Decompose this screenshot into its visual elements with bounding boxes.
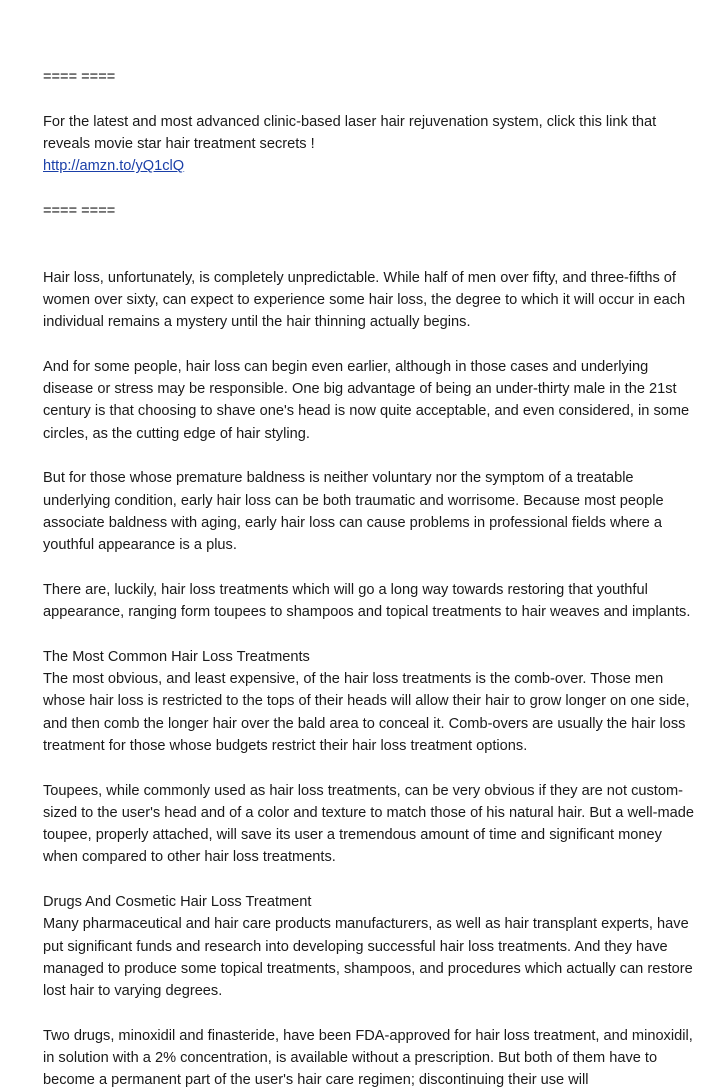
spacer bbox=[43, 334, 698, 356]
document-page bbox=[43, 66, 698, 1092]
spacer bbox=[43, 222, 698, 267]
spacer bbox=[43, 88, 698, 110]
footer-separator: ==== ==== bbox=[43, 202, 116, 219]
spacer bbox=[43, 177, 698, 199]
body-paragraph-1: Hair loss, unfortunately, is completely unpredictable. While half of men over fifty, and three-fifths of women over sixty, can expect to experience some hair loss, the degree to which it will occur in each individual remains a mystery until the hair thinning actually begins. bbox=[43, 269, 686, 331]
section-drugs-cosmetic bbox=[43, 891, 698, 1002]
spacer bbox=[43, 757, 698, 779]
section-common-treatments bbox=[43, 646, 698, 757]
promo-text: For the latest and most advanced clinic-based laser hair rejuvenation system, click this link that reveals movie star hair treatment secrets ! bbox=[43, 113, 657, 152]
section-heading: The Most Common Hair Loss Treatments bbox=[43, 648, 310, 665]
body-paragraph-4: There are, luckily, hair loss treatments which will go a long way towards restoring that youthful appearance, ranging form toupees to shampoos and topical treatments to hair weaves and implants. bbox=[43, 581, 691, 621]
section-heading: Drugs And Cosmetic Hair Loss Treatment bbox=[43, 893, 312, 910]
spacer bbox=[43, 557, 698, 579]
spacer bbox=[43, 445, 698, 467]
body-paragraph-toupees: Toupees, while commonly used as hair loss treatments, can be very obvious if they are not custom-sized to the user's head and of a color and texture to match those of his natural hair. But a well-made toupee, properly attached, will save its user a tremendous amount of time and significant money when compared to other hair loss treatments. bbox=[43, 782, 694, 866]
body-paragraph-drugs: Two drugs, minoxidil and finasteride, have been FDA-approved for hair loss treatment, and minoxidil, in solution with a 2% concentration, is available without a prescription. But both of them have to become a permanent part of the user's hair care regimen; discontinuing their use will bbox=[43, 1027, 693, 1089]
spacer bbox=[43, 623, 698, 645]
spacer bbox=[43, 869, 698, 891]
header-separator: ==== ==== bbox=[43, 69, 116, 85]
promo-link[interactable]: http://amzn.to/yQ1clQ bbox=[43, 158, 185, 175]
body-paragraph-3: But for those whose premature baldness is neither voluntary nor the symptom of a treatable underlying condition, early hair loss can be both traumatic and worrisome. Because most people associate baldness with aging, early hair loss can cause problems in professional fields where a youthful appearance is a plus. bbox=[43, 470, 664, 554]
section-body: Many pharmaceutical and hair care products manufacturers, as well as hair transplant experts, have put significant funds and research into developing successful hair loss treatments. And they have managed to produce some topical treatments, shampoos, and procedures which actually can restore lost hair to varying degrees. bbox=[43, 916, 693, 1000]
body-paragraph-2: And for some people, hair loss can begin even earlier, although in those cases and underlying disease or stress may be responsible. One big advantage of being an under-thirty male in the 21st century is that choosing to shave one's head is now quite acceptable, and even considered, in some circles, as the cutting edge of hair styling. bbox=[43, 358, 690, 442]
promo-block bbox=[43, 111, 698, 178]
section-body: The most obvious, and least expensive, of the hair loss treatments is the comb-over. Those men whose hair loss is restricted to the tops of their heads will allow their hair to grow longer on one side, and then comb the longer hair over the bald area to conceal it. Comb-overs are usually the hair loss treatment for those whose budgets restrict their hair loss treatment options. bbox=[43, 671, 690, 754]
spacer bbox=[43, 1002, 698, 1024]
